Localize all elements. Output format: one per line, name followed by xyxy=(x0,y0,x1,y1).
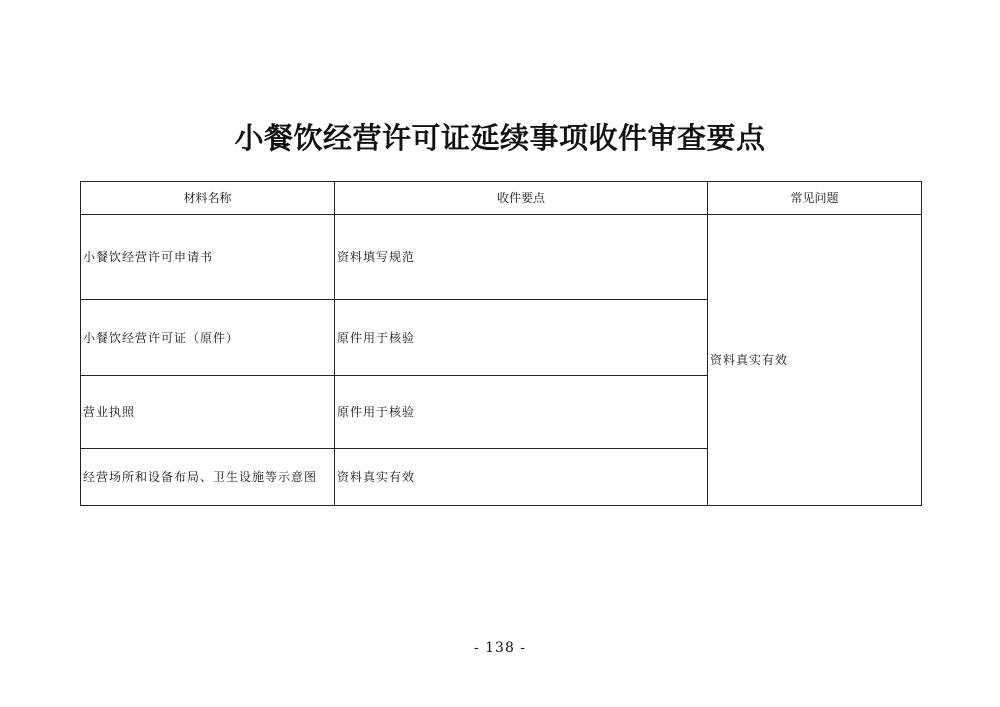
material-cell: 小餐饮经营许可申请书 xyxy=(81,215,335,300)
point-cell: 原件用于核验 xyxy=(335,376,708,449)
common-issue-cell: 资料真实有效 xyxy=(708,215,922,506)
point-cell: 资料真实有效 xyxy=(335,449,708,506)
table-header-row xyxy=(81,182,922,215)
table-row xyxy=(81,215,922,300)
point-cell: 资料填写规范 xyxy=(335,215,708,300)
header-common-issues: 常见问题 xyxy=(708,182,922,215)
point-cell: 原件用于核验 xyxy=(335,300,708,376)
header-key-points: 收件要点 xyxy=(335,182,708,215)
material-cell: 经营场所和设备布局、卫生设施等示意图 xyxy=(81,449,335,506)
page-number: - 138 - xyxy=(473,640,527,656)
material-cell: 营业执照 xyxy=(81,376,335,449)
review-points-table xyxy=(80,181,922,506)
material-cell: 小餐饮经营许可证（原件） xyxy=(81,300,335,376)
page-title: 小餐饮经营许可证延续事项收件审查要点 xyxy=(234,121,766,155)
header-material-name: 材料名称 xyxy=(81,182,335,215)
